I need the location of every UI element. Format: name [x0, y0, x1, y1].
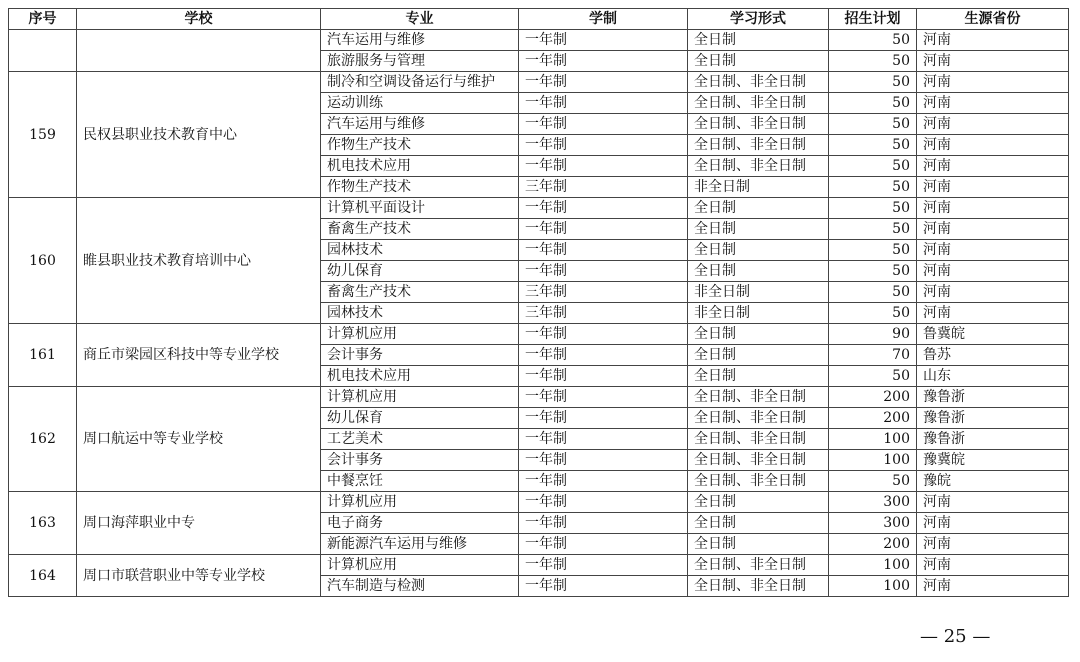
major-cell: 工艺美术	[321, 429, 519, 450]
duration-cell: 一年制	[519, 555, 688, 576]
source-province-cell: 河南	[917, 555, 1069, 576]
study-mode-cell: 全日制	[688, 534, 829, 555]
duration-cell: 一年制	[519, 135, 688, 156]
enroll-plan-cell: 300	[829, 513, 917, 534]
header-source-province: 生源省份	[917, 9, 1069, 30]
enroll-plan-cell: 90	[829, 324, 917, 345]
study-mode-cell: 全日制	[688, 366, 829, 387]
enroll-plan-cell: 50	[829, 156, 917, 177]
header-row	[9, 9, 1069, 30]
duration-cell: 一年制	[519, 345, 688, 366]
duration-cell: 一年制	[519, 366, 688, 387]
source-province-cell: 河南	[917, 72, 1069, 93]
seq-cell: 159	[9, 72, 77, 198]
study-mode-cell: 全日制、非全日制	[688, 555, 829, 576]
source-province-cell: 河南	[917, 219, 1069, 240]
study-mode-cell: 全日制	[688, 51, 829, 72]
duration-cell: 一年制	[519, 408, 688, 429]
enroll-plan-cell: 50	[829, 240, 917, 261]
duration-cell: 一年制	[519, 429, 688, 450]
major-cell: 汽车制造与检测	[321, 576, 519, 597]
major-cell: 汽车运用与维修	[321, 30, 519, 51]
table-row	[9, 30, 1069, 51]
seq-cell: 160	[9, 198, 77, 324]
duration-cell: 一年制	[519, 261, 688, 282]
source-province-cell: 豫冀皖	[917, 450, 1069, 471]
major-cell: 电子商务	[321, 513, 519, 534]
major-cell: 园林技术	[321, 240, 519, 261]
major-cell: 畜禽生产技术	[321, 219, 519, 240]
source-province-cell: 河南	[917, 282, 1069, 303]
enroll-plan-cell: 50	[829, 135, 917, 156]
table-row	[9, 198, 1069, 219]
study-mode-cell: 全日制、非全日制	[688, 93, 829, 114]
source-province-cell: 河南	[917, 261, 1069, 282]
duration-cell: 一年制	[519, 114, 688, 135]
major-cell: 机电技术应用	[321, 366, 519, 387]
duration-cell: 三年制	[519, 303, 688, 324]
school-cell: 民权县职业技术教育中心	[77, 72, 321, 198]
header-duration: 学制	[519, 9, 688, 30]
source-province-cell: 河南	[917, 492, 1069, 513]
source-province-cell: 豫皖	[917, 471, 1069, 492]
table-row	[9, 492, 1069, 513]
duration-cell: 一年制	[519, 93, 688, 114]
source-province-cell: 河南	[917, 135, 1069, 156]
source-province-cell: 河南	[917, 30, 1069, 51]
source-province-cell: 豫鲁浙	[917, 408, 1069, 429]
seq-cell: 161	[9, 324, 77, 387]
duration-cell: 一年制	[519, 324, 688, 345]
major-cell: 计算机平面设计	[321, 198, 519, 219]
study-mode-cell: 全日制、非全日制	[688, 471, 829, 492]
school-cell: 商丘市梁园区科技中等专业学校	[77, 324, 321, 387]
duration-cell: 一年制	[519, 198, 688, 219]
source-province-cell: 河南	[917, 177, 1069, 198]
duration-cell: 三年制	[519, 282, 688, 303]
study-mode-cell: 全日制	[688, 219, 829, 240]
major-cell: 制冷和空调设备运行与维护	[321, 72, 519, 93]
major-cell: 旅游服务与管理	[321, 51, 519, 72]
enroll-plan-cell: 50	[829, 198, 917, 219]
school-cell: 睢县职业技术教育培训中心	[77, 198, 321, 324]
enroll-plan-cell: 50	[829, 72, 917, 93]
study-mode-cell: 全日制、非全日制	[688, 387, 829, 408]
duration-cell: 一年制	[519, 471, 688, 492]
header-study-mode: 学习形式	[688, 9, 829, 30]
enroll-plan-cell: 50	[829, 177, 917, 198]
table-row	[9, 387, 1069, 408]
study-mode-cell: 全日制	[688, 198, 829, 219]
study-mode-cell: 全日制	[688, 492, 829, 513]
seq-cell: 163	[9, 492, 77, 555]
major-cell: 畜禽生产技术	[321, 282, 519, 303]
header-seq: 序号	[9, 9, 77, 30]
study-mode-cell: 全日制、非全日制	[688, 72, 829, 93]
source-province-cell: 河南	[917, 303, 1069, 324]
duration-cell: 一年制	[519, 156, 688, 177]
source-province-cell: 河南	[917, 114, 1069, 135]
enroll-plan-cell: 50	[829, 114, 917, 135]
seq-cell: 162	[9, 387, 77, 492]
major-cell: 运动训练	[321, 93, 519, 114]
duration-cell: 一年制	[519, 51, 688, 72]
source-province-cell: 河南	[917, 198, 1069, 219]
enroll-plan-cell: 100	[829, 450, 917, 471]
enroll-plan-cell: 100	[829, 429, 917, 450]
major-cell: 园林技术	[321, 303, 519, 324]
source-province-cell: 河南	[917, 156, 1069, 177]
table-row	[9, 555, 1069, 576]
duration-cell: 一年制	[519, 72, 688, 93]
study-mode-cell: 全日制	[688, 240, 829, 261]
study-mode-cell: 全日制、非全日制	[688, 135, 829, 156]
header-major: 专业	[321, 9, 519, 30]
study-mode-cell: 全日制	[688, 345, 829, 366]
major-cell: 新能源汽车运用与维修	[321, 534, 519, 555]
enroll-plan-cell: 50	[829, 51, 917, 72]
enroll-plan-cell: 50	[829, 282, 917, 303]
duration-cell: 一年制	[519, 30, 688, 51]
school-cell: 周口市联营职业中等专业学校	[77, 555, 321, 597]
table-header	[9, 9, 1069, 30]
study-mode-cell: 非全日制	[688, 177, 829, 198]
duration-cell: 一年制	[519, 534, 688, 555]
source-province-cell: 河南	[917, 513, 1069, 534]
school-cell: 周口海萍职业中专	[77, 492, 321, 555]
header-enroll-plan: 招生计划	[829, 9, 917, 30]
enroll-plan-cell: 50	[829, 471, 917, 492]
enroll-plan-cell: 100	[829, 555, 917, 576]
enroll-plan-cell: 100	[829, 576, 917, 597]
source-province-cell: 河南	[917, 240, 1069, 261]
enroll-plan-cell: 50	[829, 30, 917, 51]
duration-cell: 一年制	[519, 219, 688, 240]
school-cell	[77, 30, 321, 72]
enroll-plan-cell: 200	[829, 534, 917, 555]
enroll-plan-cell: 50	[829, 303, 917, 324]
major-cell: 计算机应用	[321, 324, 519, 345]
source-province-cell: 河南	[917, 534, 1069, 555]
enroll-plan-cell: 50	[829, 93, 917, 114]
major-cell: 作物生产技术	[321, 177, 519, 198]
study-mode-cell: 全日制、非全日制	[688, 156, 829, 177]
seq-cell	[9, 30, 77, 72]
enrollment-table	[8, 8, 1069, 597]
source-province-cell: 山东	[917, 366, 1069, 387]
study-mode-cell: 全日制、非全日制	[688, 408, 829, 429]
table-row	[9, 324, 1069, 345]
major-cell: 计算机应用	[321, 555, 519, 576]
school-cell: 周口航运中等专业学校	[77, 387, 321, 492]
source-province-cell: 河南	[917, 576, 1069, 597]
source-province-cell: 豫鲁浙	[917, 429, 1069, 450]
major-cell: 计算机应用	[321, 387, 519, 408]
study-mode-cell: 全日制、非全日制	[688, 429, 829, 450]
study-mode-cell: 全日制	[688, 324, 829, 345]
major-cell: 中餐烹饪	[321, 471, 519, 492]
major-cell: 计算机应用	[321, 492, 519, 513]
enroll-plan-cell: 50	[829, 366, 917, 387]
header-school: 学校	[77, 9, 321, 30]
major-cell: 作物生产技术	[321, 135, 519, 156]
enroll-plan-cell: 300	[829, 492, 917, 513]
major-cell: 汽车运用与维修	[321, 114, 519, 135]
major-cell: 会计事务	[321, 345, 519, 366]
table-row	[9, 72, 1069, 93]
enroll-plan-cell: 70	[829, 345, 917, 366]
duration-cell: 一年制	[519, 576, 688, 597]
source-province-cell: 豫鲁浙	[917, 387, 1069, 408]
study-mode-cell: 全日制	[688, 513, 829, 534]
major-cell: 机电技术应用	[321, 156, 519, 177]
source-province-cell: 河南	[917, 93, 1069, 114]
study-mode-cell: 全日制、非全日制	[688, 450, 829, 471]
major-cell: 会计事务	[321, 450, 519, 471]
study-mode-cell: 全日制	[688, 261, 829, 282]
duration-cell: 一年制	[519, 387, 688, 408]
duration-cell: 一年制	[519, 450, 688, 471]
duration-cell: 三年制	[519, 177, 688, 198]
enroll-plan-cell: 50	[829, 219, 917, 240]
enroll-plan-cell: 50	[829, 261, 917, 282]
table-body	[9, 30, 1069, 597]
enroll-plan-cell: 200	[829, 408, 917, 429]
page-number: — 25 —	[920, 626, 991, 647]
study-mode-cell: 全日制、非全日制	[688, 576, 829, 597]
source-province-cell: 鲁苏	[917, 345, 1069, 366]
study-mode-cell: 全日制	[688, 30, 829, 51]
seq-cell: 164	[9, 555, 77, 597]
major-cell: 幼儿保育	[321, 261, 519, 282]
study-mode-cell: 非全日制	[688, 282, 829, 303]
duration-cell: 一年制	[519, 492, 688, 513]
study-mode-cell: 非全日制	[688, 303, 829, 324]
study-mode-cell: 全日制、非全日制	[688, 114, 829, 135]
source-province-cell: 鲁冀皖	[917, 324, 1069, 345]
source-province-cell: 河南	[917, 51, 1069, 72]
enroll-plan-cell: 200	[829, 387, 917, 408]
duration-cell: 一年制	[519, 240, 688, 261]
major-cell: 幼儿保育	[321, 408, 519, 429]
duration-cell: 一年制	[519, 513, 688, 534]
